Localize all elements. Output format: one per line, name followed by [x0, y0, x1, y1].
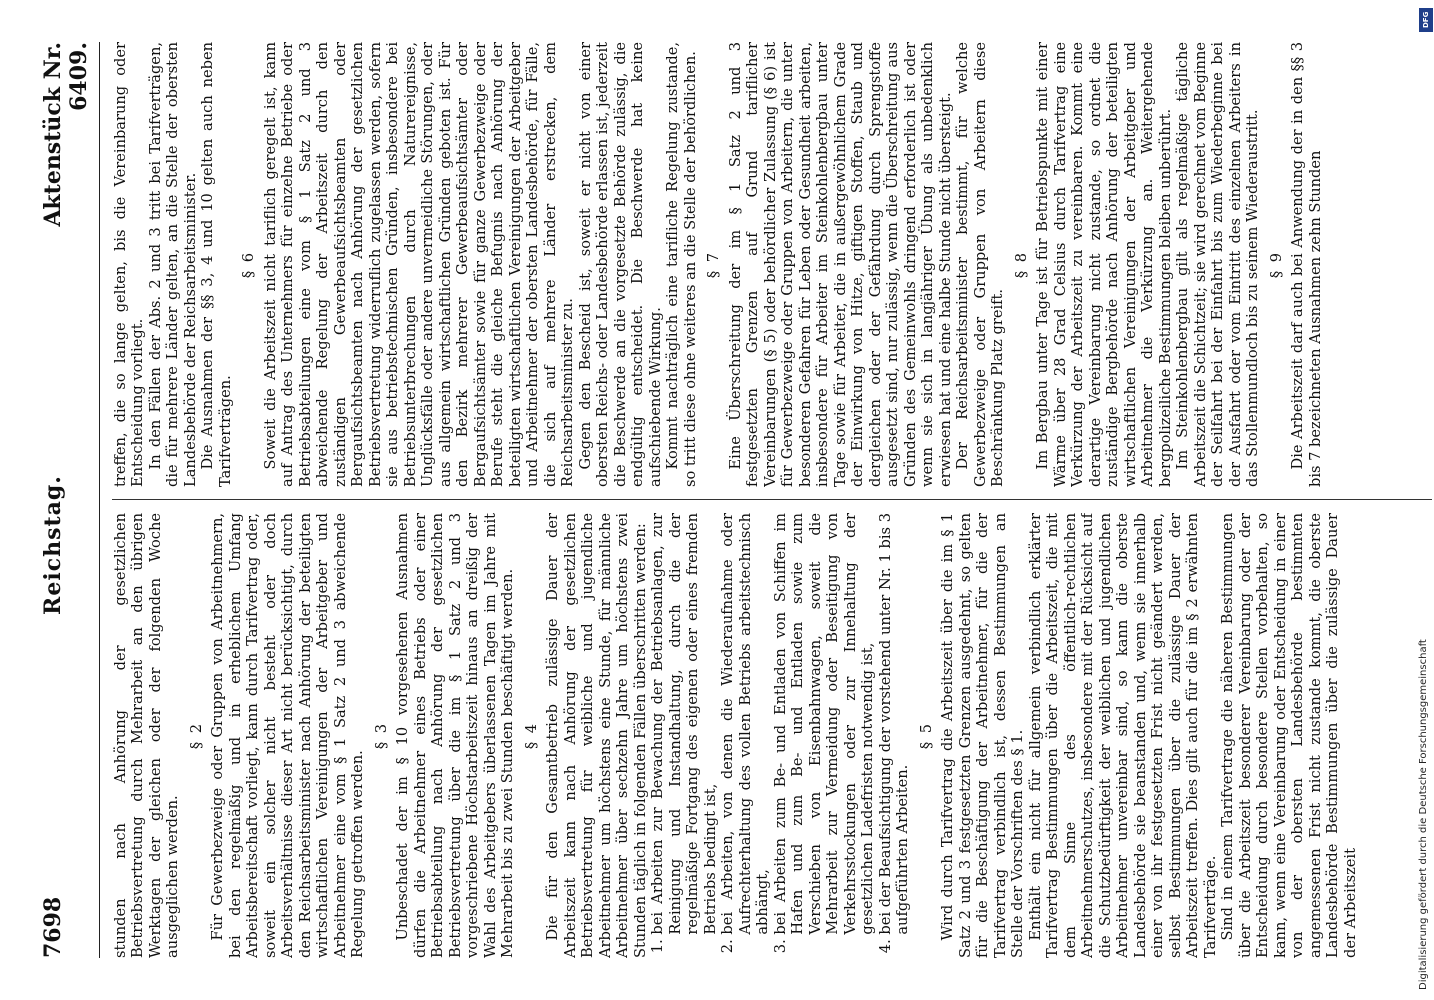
list-item: 4. bei der Beaufsichtigung der vorstehend unter Nr. 1 bis 3 aufgeführten Arbeiten. — [877, 513, 912, 935]
paragraph: Für Gewerbezweige oder Gruppen von Arbeitnehmern, bei den regelmäßig und in erheblichem Umfang Arbeitsbereitschaft vorliegt, kann durch Tarifvertrag oder, soweit ein solcher nicht besteht oder doch Arbeitsverhältnisse dieser Art nicht berücksichtigt, durch den Reichsarbeitsminister nach Anhörung der beteiligten wirtschaftlichen Vereinigungen der Arbeitgeber und Arbeitnehmer eine vom § 1 Satz 2 und 3 abweichende Regelung getroffen werden. — [209, 513, 367, 958]
paragraph: Die Ausnahmen der §§ 3, 4 und 10 gelten auch neben Tarifverträgen. — [199, 42, 234, 487]
right-column — [112, 42, 1432, 487]
page-number: 7698 — [40, 896, 66, 958]
page-header — [40, 42, 100, 958]
section-heading: § 7 — [705, 250, 723, 279]
section-heading: § 3 — [372, 721, 390, 750]
paragraph: Die für den Gesamtbetrieb zulässige Dauer der Arbeitszeit kann nach Anhörung der gesetzlichen Betriebsvertretung für weibliche und jugendliche Arbeitnehmer um höchstens eine Stunde, für männliche Arbeitnehmer über sechzehn Jahre um höchstens zwei Stunden täglich in folgenden Fällen überschritten werden: — [544, 513, 649, 958]
list-item: 2. bei Arbeiten, von denen die Wiederaufnahme oder Aufrechterhaltung des vollen Betriebs arbeitstechnisch abhängt, — [719, 513, 772, 935]
document-number: Aktenstück Nr. 6409. — [40, 42, 93, 227]
digitization-note — [1418, 10, 1432, 990]
paragraph: In den Fällen der Abs. 2 und 3 tritt bei Tarifverträgen, die für mehrere Länder gelten, an die Stelle der obersten Landesbehörde der Reichsarbeitsminister. — [146, 42, 199, 487]
paragraph: Im Steinkohlenbergbau gilt als regelmäßige tägliche Arbeitszeit die Schichtzeit; sie wird gerechnet vom Beginne der Seilfahrt bei der Einfahrt bis zum Wiederbeginne bei der Ausfahrt oder vom Eintritt des einzelnen Arbeiters in das Stollenmundloch bis zu seinem Wiederaustritt. — [1174, 42, 1262, 487]
digitization-note-text: Digitalisierung gefördert durch die Deutsche Forschungsgemeinschaft — [1418, 639, 1429, 990]
section-heading: § 9 — [1267, 250, 1285, 279]
section-heading: § 5 — [917, 721, 935, 750]
paragraph: Gegen den Bescheid ist, soweit er nicht von einer obersten Reichs- oder Landesbehörde erlassen ist, jederzeit die Beschwerde an die vorgesetzte Behörde zulässig, die endgültig entscheidet. Die Beschwerde hat keine aufschiebende Wirkung. — [576, 42, 664, 487]
section-heading: § 4 — [522, 721, 540, 750]
paragraph: Soweit die Arbeitszeit nicht tariflich geregelt ist, kann auf Antrag des Unternehmers für einzelne Betriebe oder Betriebsabteilungen eine vom § 1 Satz 2 und 3 abweichende Regelung der Arbeitszeit durch den zuständigen Gewerbeaufsichtsbeamten oder Bergaufsichtsbeamten nach Anhörung der gesetzlichen Betriebsvertretung widerruflich zugelassen werden, sofern sie aus betriebstechnischen Gründen, insbesondere bei Betriebsunterbrechungen durch Naturereignisse, Unglücksfälle oder andere unvermeidliche Störungen, oder aus allgemein wirtschaftlichen Gründen geboten ist. Für den Bezirk mehrerer Gewerbeaufsichtsämter oder Bergaufsichtsämter sowie für ganze Gewerbezweige oder Berufe steht die gleiche Befugnis nach Anhörung der beteiligten wirtschaftlichen Vereinigungen der Arbeitgeber und Arbeitnehmer der obersten Landesbehörde, für Fälle, die sich auf mehrere Länder erstrecken, dem Reichsarbeitsminister zu. — [261, 42, 577, 487]
numbered-list — [649, 513, 912, 958]
left-column — [112, 513, 1432, 958]
paragraph: Enthält ein nicht für allgemein verbindlich erklärter Tarifvertrag Bestimmungen über die Arbeitszeit, die mit dem Sinne des öffentlich-rechtlichen Arbeitnehmerschutzes, insbesondere mit der Rücksicht auf die Schutzbedürftigkeit der weiblichen und jugendlichen Arbeitnehmer unvereinbar sind, so kann die oberste Landesbehörde sie beanstanden und, wenn sie innerhalb einer von ihr festgesetzten Frist nicht geändert werden, selbst Bestimmungen über die zulässige Dauer der Arbeitszeit treffen. Dies gilt auch für die im § 2 erwähnten Tarifverträge. — [1026, 513, 1219, 958]
list-item: 1. bei Arbeiten zur Bewachung der Betriebsanlagen, zur Reinigung und Instandhaltung, durch die der regelmäßige Fortgang des eigenen oder eines fremden Betriebs bedingt ist, — [649, 513, 719, 935]
paragraph: Unbeschadet der im § 10 vorgesehenen Ausnahmen dürfen die Arbeitnehmer eines Betriebs oder einer Betriebsabteilung nach Anhörung der gesetzlichen Betriebsvertretung über die im § 1 Satz 2 und 3 vorgeschriebene Höchstarbeitszeit hinaus an dreißig der Wahl des Arbeitgebers überlassenen Tagen im Jahre mit Mehrarbeit bis zu zwei Stunden beschäftigt werden. — [394, 513, 517, 958]
list-item: 3. bei Arbeiten zum Be- und Entladen von Schiffen im Hafen und zum Be- und Entladen sowie zum Verschieben von Eisenbahnwagen, soweit die Mehrarbeit zur Vermeidung oder Beseitigung von Verkehrsstockungen oder zur Innehaltung der gesetzlichen Ladefristen notwendig ist, — [772, 513, 877, 935]
paragraph: Wird durch Tarifvertrag die Arbeitszeit über die im § 1 Satz 2 und 3 festgesetzten Grenzen ausgedehnt, so gelten für die Beschäftigung der Arbeitnehmer, für die der Tarifvertrag verbindlich ist, dessen Bestimmungen an Stelle der Vorschriften des § 1. — [939, 513, 1027, 958]
paragraph: stunden nach Anhörung der gesetzlichen Betriebsvertretung durch Mehrarbeit an den übrigen Werktagen der gleichen oder der folgenden Woche ausgeglichen werden. — [111, 513, 182, 958]
paragraph: Kommt nachträglich eine tarifliche Regelung zustande, so tritt diese ohne weiteres an die Stelle der behördlichen. — [664, 42, 699, 487]
section-heading: § 6 — [240, 250, 258, 279]
paragraph: Der Reichsarbeitsminister bestimmt, für welche Gewerbezweige oder Gruppen von Arbeitern diese Beschränkung Platz greift. — [954, 42, 1007, 487]
paragraph: Die Arbeitszeit darf auch bei Anwendung der in den §§ 3 bis 7 bezeichneten Ausnahmen zehn Stunden — [1289, 42, 1324, 487]
section-heading: § 8 — [1012, 250, 1030, 279]
running-title: Reichstag. — [40, 475, 66, 615]
paragraph: treffen, die so lange gelten, bis die Vereinbarung oder Entscheidung vorliegt. — [111, 42, 147, 487]
paragraph: Sind in einem Tarifvertrage die näheren Bestimmungen über die Arbeitszeit besonderer Vereinbarung oder der Entscheidung durch besondere Stellen vorbehalten, so kann, wenn eine Vereinbarung oder Entscheidung in einer von der obersten Landesbehörde bestimmten angemessenen Frist nicht zustande kommt, die oberste Landesbehörde Bestimmungen über die zulässige Dauer der Arbeitszeit — [1219, 513, 1359, 958]
text-columns — [112, 42, 1432, 958]
paragraph: Eine Überschreitung der im § 1 Satz 2 und 3 festgesetzten Grenzen auf Grund tariflicher Vereinbarungen (§ 5) oder behördlicher Zulassung (§ 6) ist für Gewerbezweige oder Gruppen von Arbeitern, die unter besonderen Gefahren für Leben oder Gesundheit arbeiten, insbesondere für Arbeiter im Steinkohlenbergbau unter Tage sowie für Arbeiter, die in außergewöhnlichem Grade der Einwirkung von Hitze, giftigen Stoffen, Staub und dergleichen oder der Gefährdung durch Sprengstoffe ausgesetzt sind, nur zulässig, wenn die Überschreitung aus Gründen des Gemeinwohls dringend erforderlich ist oder wenn sie sich in langjähriger Übung als unbedenklich erwiesen hat und eine halbe Stunde nicht übersteigt. — [726, 42, 954, 487]
dfg-logo: DFG — [1419, 8, 1433, 32]
section-heading: § 2 — [187, 721, 205, 750]
paragraph: Im Bergbau unter Tage ist für Betriebspunkte mit einer Wärme über 28 Grad Celsius durch Tarifvertrag eine Verkürzung der Arbeitszeit zu vereinbaren. Kommt eine derartige Vereinbarung nicht zustande, so ordnet die zuständige Bergbehörde nach Anhörung der beteiligten wirtschaftlichen Vereinigungen der Arbeitgeber und Arbeitnehmer die Verkürzung an. Weitergehende bergpolizeiliche Bestimmungen bleiben unberührt. — [1034, 42, 1174, 487]
